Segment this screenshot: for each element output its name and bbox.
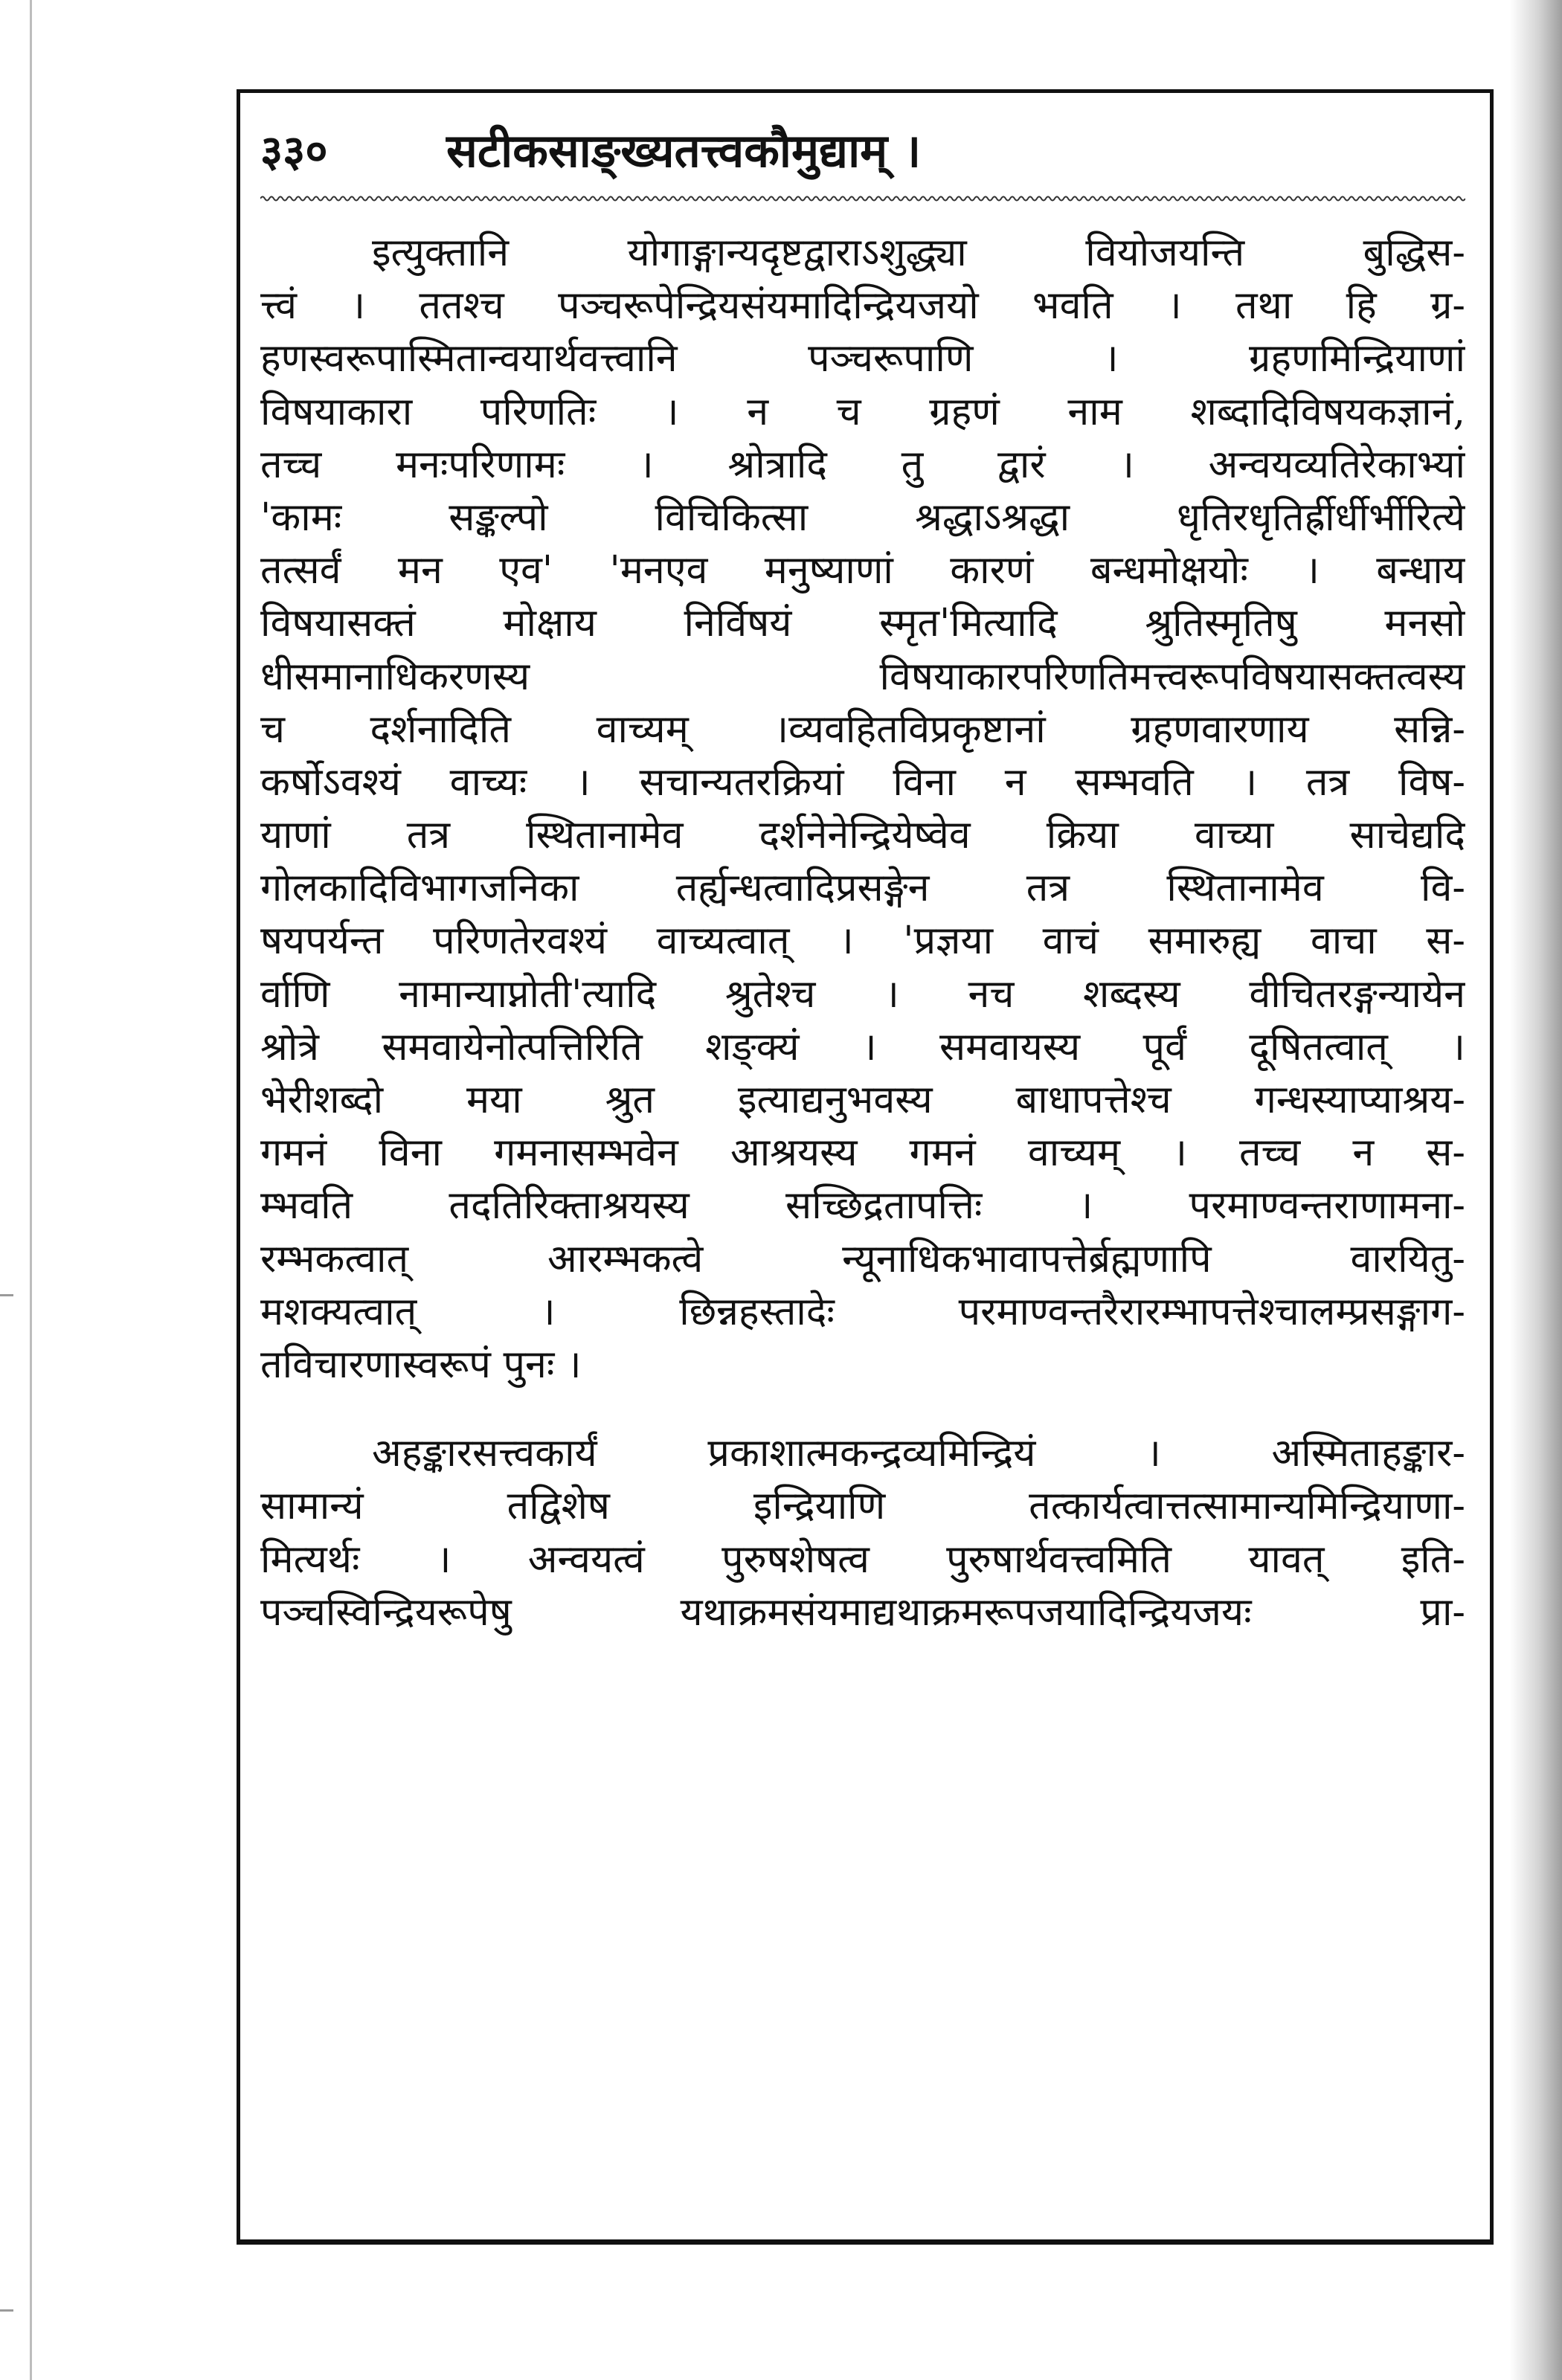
header-wavy-rule — [260, 193, 1465, 204]
scan-mark — [0, 1294, 13, 1296]
text-line: गोलकादिविभागजनिका तर्ह्यन्धत्वादिप्रसङ्गेन तत्र स्थितानामेव वि- — [260, 866, 1465, 911]
text-line: भेरीशब्दो मया श्रुत इत्याद्यनुभवस्य बाधापत्तेश्च गन्धस्याप्याश्रय- — [260, 1078, 1465, 1122]
text-line: तविचारणास्वरूपं पुनः । — [260, 1342, 582, 1387]
text-line: 'कामः सङ्कल्पो विचिकित्सा श्रद्धाऽश्रद्धा धृतिरधृतिर्ह्रीर्धीर्भीरित्ये — [260, 495, 1465, 540]
text-line: रम्भकत्वात् आरम्भकत्वे न्यूनाधिकभावापत्तेर्ब्रह्मणापि वारयितु- — [260, 1236, 1465, 1281]
running-title: सटीकसाङ्ख्यतत्त्वकौमुद्याम् । — [446, 123, 922, 178]
page-number: ३३० — [260, 126, 328, 176]
main-text — [260, 227, 1465, 1639]
text-line: पञ्चस्विन्द्रियरूपेषु यथाक्रमसंयमाद्यथाक्रमरूपजयादिन्द्रियजयः प्रा- — [260, 1589, 1465, 1635]
text-line: षयपर्यन्त परिणतेरवश्यं वाच्यत्वात् । 'प्रज्ञया वाचं समारुह्य वाचा स- — [260, 919, 1465, 964]
text-line: मित्यर्थः । अन्वयत्वं पुरुषशेषत्व पुरुषार्थवत्त्वमिति यावत् इति- — [260, 1537, 1465, 1582]
text-line: र्वाणि नामान्याप्नोती'त्यादि श्रुतेश्च । नच शब्दस्य वीचितरङ्गन्यायेन — [260, 971, 1465, 1017]
paragraph — [260, 227, 1465, 1392]
text-line: मशक्यत्वात् । छिन्नहस्तादेः परमाण्वन्तरैरारम्भापत्तेश्चालम्प्रसङ्गाग- — [260, 1289, 1465, 1334]
text-line: हणस्वरूपास्मितान्वयार्थवत्त्वानि पञ्चरूपाणि । ग्रहणमिन्द्रियाणां — [260, 336, 1465, 382]
text-line: कर्षोऽवश्यं वाच्यः । सचान्यतरक्रियां विना न सम्भवति । तत्र विष- — [260, 759, 1465, 805]
text-line: सामान्यं तद्विशेष इन्द्रियाणि तत्कार्यत्वात्तत्सामान्यमिन्द्रियाणा- — [260, 1484, 1465, 1529]
text-line: याणां तत्र स्थितानामेव दर्शनेनेन्द्रियेष्वेव क्रिया वाच्या साचेद्यदि — [260, 813, 1465, 858]
scan-mark — [0, 2309, 13, 2312]
paragraph — [260, 1427, 1465, 1639]
text-line: म्भवति तदतिरिक्ताश्रयस्य सच्छिद्रतापत्तिः । परमाण्वन्तराणामना- — [260, 1183, 1465, 1229]
text-line: च दर्शनादिति वाच्यम् ।व्यवहितविप्रकृष्टानां ग्रहणवारणाय सन्नि- — [260, 707, 1465, 752]
text-line: अहङ्कारसत्त्वकार्यं प्रकाशात्मकन्द्रव्यमिन्द्रियं । अस्मिताहङ्कार- — [372, 1431, 1465, 1476]
text-line: धीसमानाधिकरणस्य विषयाकारपरिणतिमत्त्वरूपविषयासक्तत्वस्य — [260, 654, 1465, 699]
text-line: इत्युक्तानि योगाङ्गान्यदृष्टद्वाराऽशुद्ध्या वियोजयन्ति बुद्धिस- — [372, 231, 1465, 275]
text-line: विषयाकारा परिणतिः । न च ग्रहणं नाम शब्दादिविषयकज्ञानं, — [260, 389, 1465, 434]
scan-edge-line — [30, 0, 32, 2380]
text-line: विषयासक्तं मोक्षाय निर्विषयं स्मृत'मित्यादि श्रुतिस्मृतिषु मनसो — [260, 601, 1465, 646]
text-line: त्त्वं । ततश्च पञ्चरूपेन्द्रियसंयमादिन्द्रियजयो भवति । तथा हि ग्र- — [260, 283, 1465, 329]
text-line: तत्सर्वं मन एव' 'मनएव मनुष्याणां कारणं बन्धमोक्षयोः । बन्धाय — [260, 548, 1465, 594]
page-gutter-shadow — [1510, 0, 1562, 2380]
text-line: तच्च मनःपरिणामः । श्रोत्रादि तु द्वारं । अन्वयव्यतिरेकाभ्यां — [260, 442, 1465, 487]
text-line: श्रोत्रे समवायेनोत्पत्तिरिति शङ्क्यं । समवायस्य पूर्वं दूषितत्वात् । — [260, 1024, 1465, 1070]
page-header — [260, 119, 1465, 186]
paragraph-gap — [260, 1392, 1465, 1427]
text-line: गमनं विना गमनासम्भवेन आश्रयस्य गमनं वाच्यम् । तच्च न स- — [260, 1130, 1465, 1176]
